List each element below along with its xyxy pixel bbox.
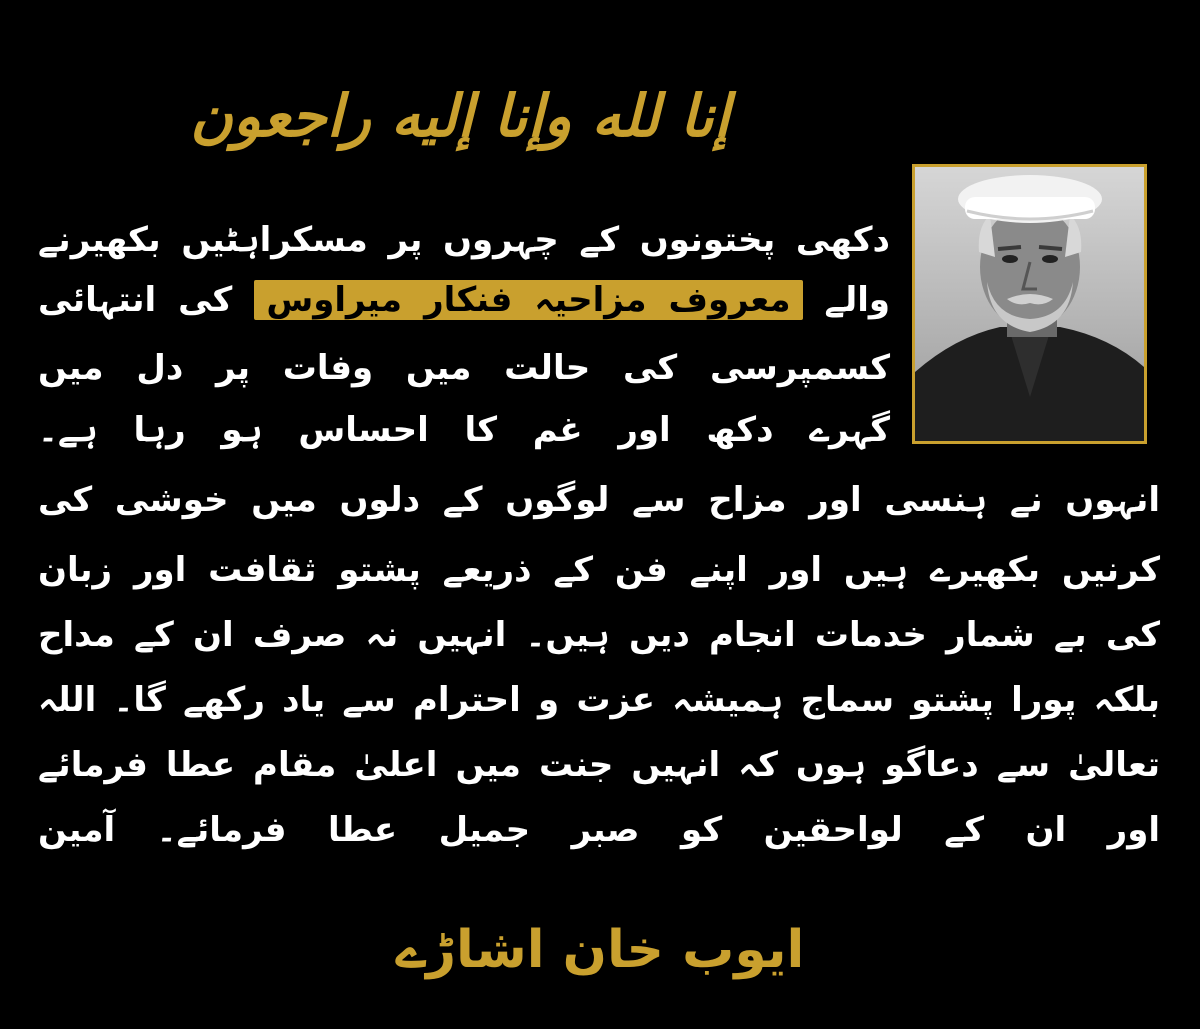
signature-name: ایوب خان اشاڑے (395, 920, 805, 980)
calligraphy-heading: إنا لله وإنا إليه راجعون (190, 82, 730, 150)
message-fragment: والے (824, 280, 891, 320)
highlight-artist-name: معروف مزاحیہ فنکار میراوس (254, 280, 802, 320)
message-line: بلکہ پورا پشتو سماج ہمیشہ عزت و احترام سے یاد رکھے گا۔ اللہ (38, 680, 1160, 720)
message-line: دکھی پختونوں کے چہروں پر مسکراہٹیں بکھیرنے (38, 220, 890, 260)
message-line: کی بے شمار خدمات انجام دیں ہیں۔ انہیں نہ صرف ان کے مداح (38, 615, 1160, 655)
message-line: کرنیں بکھیرے ہیں اور اپنے فن کے ذریعے پشتو ثقافت اور زبان (38, 550, 1160, 590)
message-line: اور ان کے لواحقین کو صبر جمیل عطا فرمائے۔ آمین (38, 810, 1160, 850)
message-line: تعالیٰ سے دعاگو ہوں کہ انہیں جنت میں اعلیٰ مقام عطا فرمائے (38, 745, 1160, 785)
portrait-photo (912, 164, 1147, 444)
message-line: کسمپرسی کی حالت میں وفات پر دل میں (38, 348, 890, 388)
message-line: گہرے دکھ اور غم کا احساس ہو رہا ہے۔ (38, 410, 890, 450)
message-fragment: کی انتہائی (38, 280, 233, 320)
portrait-illustration (915, 167, 1144, 441)
message-line-highlighted (38, 270, 890, 330)
message-line: انہوں نے ہنسی اور مزاح سے لوگوں کے دلوں میں خوشی کی (38, 480, 1160, 520)
